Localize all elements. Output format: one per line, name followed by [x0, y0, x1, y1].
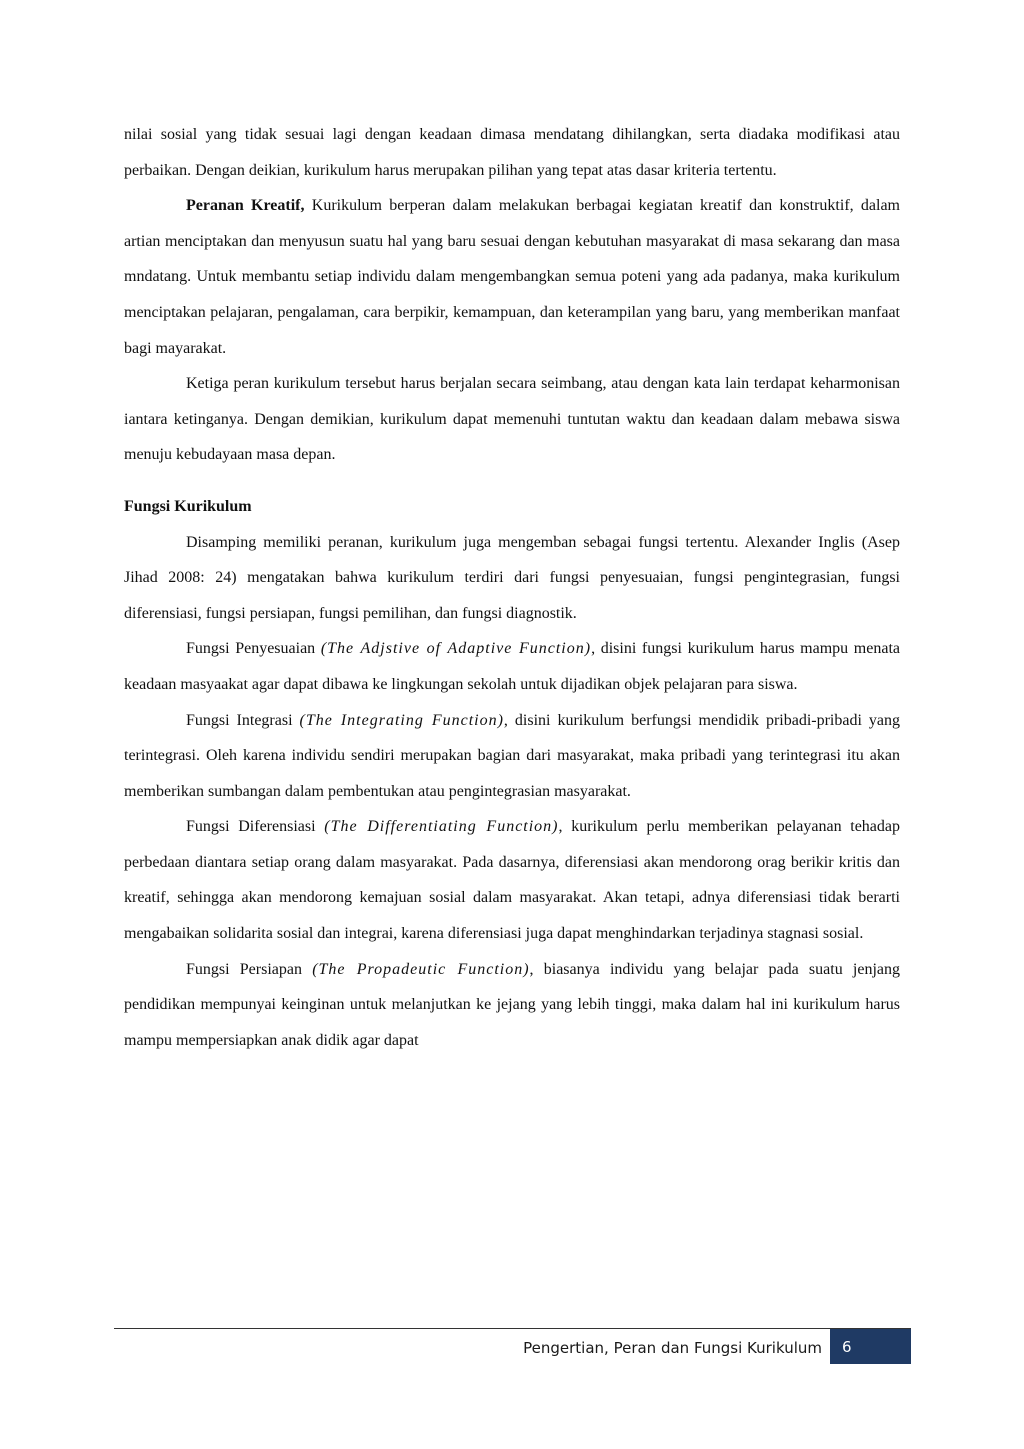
section-heading: Fungsi Kurikulum — [124, 497, 252, 515]
paragraph-fungsi-penyesuaian — [124, 631, 900, 702]
paragraph-peranan-kreatif — [124, 188, 900, 366]
document-body — [124, 117, 900, 1058]
footer-divider — [114, 1328, 911, 1329]
italic-term: (The Integrating Function) — [299, 711, 504, 729]
paragraph-text: , disini kurikulum berfungsi mendidik pribadi-pribadi yang terintegrasi. Oleh karena individu sendiri merupakan bagian dari masyarakat, maka pribadi yang terintegrasi itu akan memberikan sumbangan dalam pembentukan atau pengintegrasian masyarakat. — [124, 711, 901, 800]
paragraph: nilai sosial yang tidak sesuai lagi dengan keadaan dimasa mendatang dihilangkan, serta diadaka modifikasi atau perbaikan. Dengan deikian, kurikulum harus merupakan pilihan yang tepat atas dasar kriteria tertentu. — [124, 126, 900, 179]
paragraph-text: , disini fungsi kurikulum harus mampu menata keadaan masyaakat agar dapat dibawa ke lingkungan sekolah untuk dijadikan objek pelajaran para siswa. — [124, 640, 901, 693]
term-peranan-kreatif: Peranan Kreatif, — [186, 197, 305, 215]
paragraph-fungsi-integrasi — [124, 703, 900, 810]
paragraph: Disamping memiliki peranan, kurikulum juga mengemban sebagai fungsi tertentu. Alexander Inglis (Asep Jihad 2008: 24) mengatakan bahwa kurikulum terdiri dari fungsi penyesuaian, fungsi pengintegrasian, fungsi diferensiasi, fungsi persiapan, fungsi pemilihan, dan fungsi diagnostik. — [124, 533, 900, 622]
paragraph-fungsi-persiapan — [124, 952, 900, 1059]
footer-title: Pengertian, Peran dan Fungsi Kurikulum — [523, 1339, 822, 1357]
paragraph-text: , biasanya individu yang belajar pada suatu jenjang pendidikan mempunyai keinginan untuk melanjutkan ke jejang yang lebih tinggi, maka dalam hal ini kurikulum harus mampu mempersiapkan anak didik agar dapat — [124, 960, 901, 1049]
paragraph-lead: Fungsi Integrasi — [186, 711, 300, 729]
paragraph-lead: Fungsi Persiapan — [186, 960, 313, 978]
paragraph-lead: Fungsi Penyesuaian — [186, 640, 321, 658]
italic-term: (The Propadeutic Function) — [312, 960, 530, 978]
paragraph: Ketiga peran kurikulum tersebut harus berjalan secara seimbang, atau dengan kata lain terdapat keharmonisan iantara ketinganya. Dengan demikian, kurikulum dapat memenuhi tuntutan waktu dan keadaan dalam mebawa siswa menuju kebudayaan masa depan. — [124, 375, 900, 464]
paragraph-lead: Fungsi Diferensiasi — [186, 818, 325, 836]
paragraph-text: , kurikulum perlu memberikan pelayanan tehadap perbedaan diantara setiap orang dalam masyarakat. Pada dasarnya, diferensiasi akan mendorong orag berikir kritis dan kreatif, sehingga akan mendorong kemajuan sosial dalam masyarakat. Akan tetapi, adnya diferensiasi tidak berarti mengabaikan solidarita sosial dan integrai, karena diferensiasi juga dapat menghindarkan terjadinya stagnasi sosial. — [124, 818, 901, 943]
italic-term: (The Differentiating Function) — [324, 818, 559, 836]
italic-term: (The Adjstive of Adaptive Function) — [320, 640, 592, 658]
paragraph-text: Kurikulum berperan dalam melakukan berbagai kegiatan kreatif dan konstruktif, dalam artian menciptakan dan menyusun suatu hal yang baru sesuai dengan kebutuhan masyarakat di masa sekarang dan masa mndatang. Untuk membantu setiap individu dalam mengembangkan semua poteni yang ada padanya, maka kurikulum menciptakan pelajaran, pengalaman, cara berpikir, kemampuan, dan keterampilan yang baru, yang memberikan manfaat bagi mayarakat. — [124, 197, 901, 357]
paragraph-fungsi-diferensiasi — [124, 809, 900, 951]
page-number-badge: 6 — [830, 1329, 911, 1364]
